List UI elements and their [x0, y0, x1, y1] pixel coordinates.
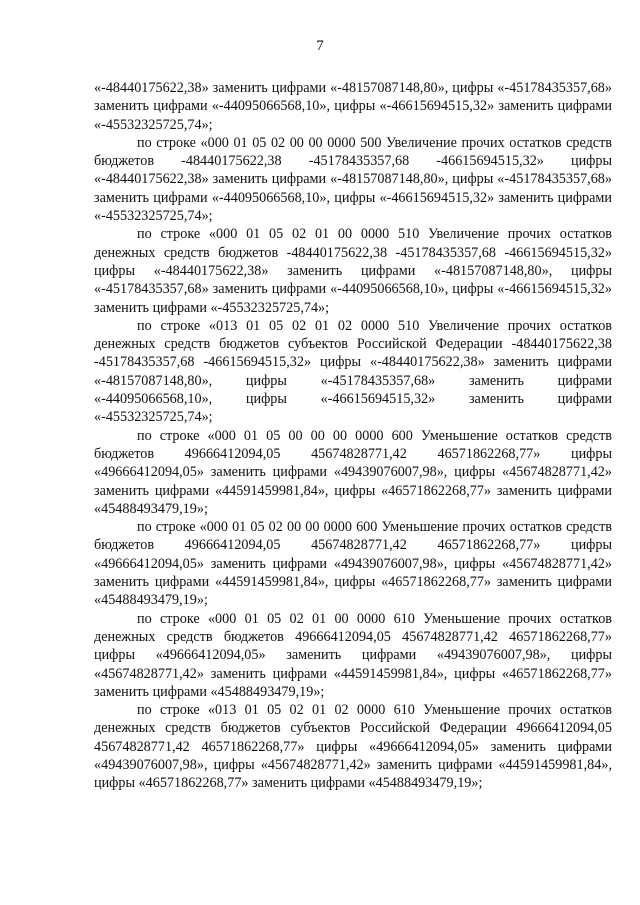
- document-body: [94, 79, 612, 793]
- paragraph-continuation: «-48440175622,38» заменить цифрами «-48157087148,80», цифры «-45178435357,68» заменить цифрами «-44095066568,10», цифры «-46615694515,32» заменить цифрами «-45532325725,74»;: [94, 80, 612, 133]
- paragraph-line-013-01-05-02-01-02-0000-610: по строке «013 01 05 02 01 02 0000 610 Уменьшение прочих остатков денежных средств бюджетов субъектов Российской Федерации 49666412094,05 45674828771,42 46571862268,77» цифры «49666412094,05» заменить цифрами «49439076007,98», цифры «45674828771,42» заменить цифрами «44591459981,84», цифры «46571862268,77» заменить цифрами «45488493479,19»;: [94, 702, 612, 792]
- page-number: 7: [316, 38, 324, 54]
- paragraph-line-000-01-05-02-01-00-0000-510: по строке «000 01 05 02 01 00 0000 510 Увеличение прочих остатков денежных средств бюджетов -48440175622,38 -45178435357,68 -46615694515,32» цифры «-48440175622,38» заменить цифрами «-48157087148,80», цифры «-45178435357,68» заменить цифрами «-44095066568,10», цифры «-46615694515,32» заменить цифрами «-45532325725,74»;: [94, 226, 612, 316]
- paragraph-line-013-01-05-02-01-02-0000-510: по строке «013 01 05 02 01 02 0000 510 Увеличение прочих остатков денежных средств бюджетов субъектов Российской Федерации -48440175622,38 -45178435357,68 -46615694515,32» цифры «-48440175622,38» заменить цифрами «-48157087148,80», цифры «-45178435357,68» заменить цифрами «-44095066568,10», цифры «-46615694515,32» заменить цифрами «-45532325725,74»;: [94, 317, 612, 426]
- paragraph-line-000-01-05-00-00-00-0000-600: по строке «000 01 05 00 00 00 0000 600 Уменьшение остатков средств бюджетов 49666412094,05 45674828771,42 46571862268,77» цифры «49666412094,05» заменить цифрами «49439076007,98», цифры «45674828771,42» заменить цифрами «44591459981,84», цифры «46571862268,77» заменить цифрами «45488493479,19»;: [94, 427, 612, 517]
- paragraph-line-000-01-05-02-00-00-0000-600: по строке «000 01 05 02 00 00 0000 600 Уменьшение прочих остатков средств бюджетов 49666412094,05 45674828771,42 46571862268,77» цифры «49666412094,05» заменить цифрами «49439076007,98», цифры «45674828771,42» заменить цифрами «44591459981,84», цифры «46571862268,77» заменить цифрами «45488493479,19»;: [94, 519, 612, 609]
- paragraph-line-000-01-05-02-01-00-0000-610: по строке «000 01 05 02 01 00 0000 610 Уменьшение прочих остатков денежных средств бюджетов 49666412094,05 45674828771,42 46571862268,77» цифры «49666412094,05» заменить цифрами «49439076007,98», цифры «45674828771,42» заменить цифрами «44591459981,84», цифры «46571862268,77» заменить цифрами «45488493479,19»;: [94, 610, 612, 700]
- paragraph-line-000-01-05-02-00-00-0000-500: по строке «000 01 05 02 00 00 0000 500 Увеличение прочих остатков средств бюджетов -48440175622,38 -45178435357,68 -46615694515,32» цифры «-48440175622,38» заменить цифрами «-48157087148,80», цифры «-45178435357,68» заменить цифрами «-44095066568,10», цифры «-46615694515,32» заменить цифрами «-45532325725,74»;: [94, 134, 612, 225]
